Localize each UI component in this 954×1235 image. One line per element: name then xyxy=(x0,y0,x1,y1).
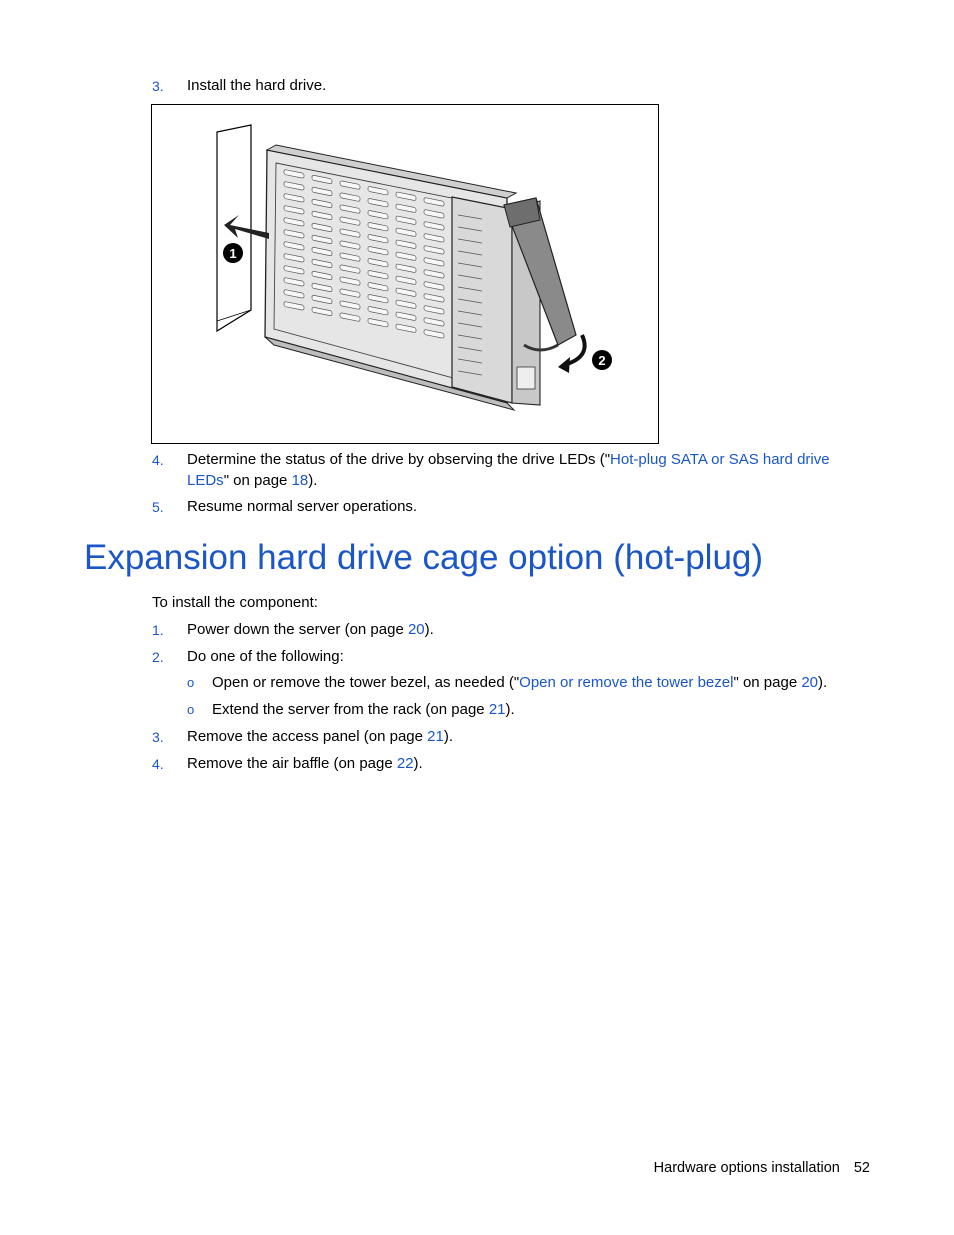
footer-page-number: 52 xyxy=(853,1160,870,1176)
sub-item-1 xyxy=(212,673,827,693)
list-item-3-text: Remove the access panel (on page xyxy=(187,728,428,745)
intro-text: To install the component: xyxy=(152,594,318,611)
step-4-text-mid: " on page xyxy=(223,472,292,489)
step-5-number: 5. xyxy=(152,499,164,515)
sub-item-1-text-pre: Open or remove the tower bezel, as needed (" xyxy=(212,674,520,691)
page-18-link[interactable]: 18 xyxy=(291,472,309,489)
list-item-1 xyxy=(187,620,434,640)
tower-bezel-link[interactable]: Open or remove the tower bezel xyxy=(519,674,734,691)
hot-plug-leds-link-cont[interactable]: LEDs xyxy=(187,472,224,489)
list-item-1-post: ). xyxy=(424,621,434,638)
list-item-2-text: Do one of the following: xyxy=(187,648,344,665)
page-20-link-2[interactable]: 20 xyxy=(801,674,819,691)
hot-plug-leds-link[interactable]: Hot-plug SATA or SAS hard drive xyxy=(610,451,830,468)
hard-drive-illustration xyxy=(152,105,658,443)
list-item-3-post: ). xyxy=(443,728,454,745)
step-4-text xyxy=(187,450,830,470)
list-item-4 xyxy=(187,754,423,774)
list-item-2-number: 2. xyxy=(152,649,164,665)
page-21-link[interactable]: 21 xyxy=(488,701,506,718)
step-3-number: 3. xyxy=(152,78,164,94)
step-4-text-line2 xyxy=(187,471,317,491)
list-item-4-number: 4. xyxy=(152,756,164,772)
sub-item-1-post: ). xyxy=(818,674,828,691)
page-21-link-2[interactable]: 21 xyxy=(427,728,444,745)
list-item-1-number: 1. xyxy=(152,622,164,638)
sub-item-2-text: Extend the server from the rack (on page xyxy=(212,701,489,718)
list-item-1-text: Power down the server (on page xyxy=(187,621,408,638)
list-item-4-text: Remove the air baffle (on page xyxy=(187,755,397,772)
step-5-text: Resume normal server operations. xyxy=(187,498,418,515)
page-22-link[interactable]: 22 xyxy=(396,755,414,772)
section-heading: Expansion hard drive cage option (hot-plug) xyxy=(84,538,764,577)
sub-item-1-text-mid: " on page xyxy=(733,674,802,691)
sub-item-2-post: ). xyxy=(505,701,515,718)
sub-item-1-bullet: o xyxy=(187,675,195,690)
list-item-3-number: 3. xyxy=(152,729,164,745)
sub-item-2-bullet: o xyxy=(187,702,195,717)
hard-drive-figure xyxy=(151,104,659,444)
step-4-text-post: ). xyxy=(308,472,318,489)
callout-1-label: 1 xyxy=(229,246,237,261)
list-item-4-post: ). xyxy=(413,755,423,772)
footer-section: Hardware options installation xyxy=(653,1160,840,1176)
callout-2-label: 2 xyxy=(598,353,606,368)
step-4-text-pre: Determine the status of the drive by observing the drive LEDs (" xyxy=(187,451,611,468)
page-20-link[interactable]: 20 xyxy=(407,621,425,638)
step-3-text: Install the hard drive. xyxy=(187,77,327,94)
sub-item-2 xyxy=(212,700,515,720)
page-footer xyxy=(654,1158,870,1178)
list-item-3 xyxy=(187,727,453,747)
step-4-number: 4. xyxy=(152,452,164,468)
